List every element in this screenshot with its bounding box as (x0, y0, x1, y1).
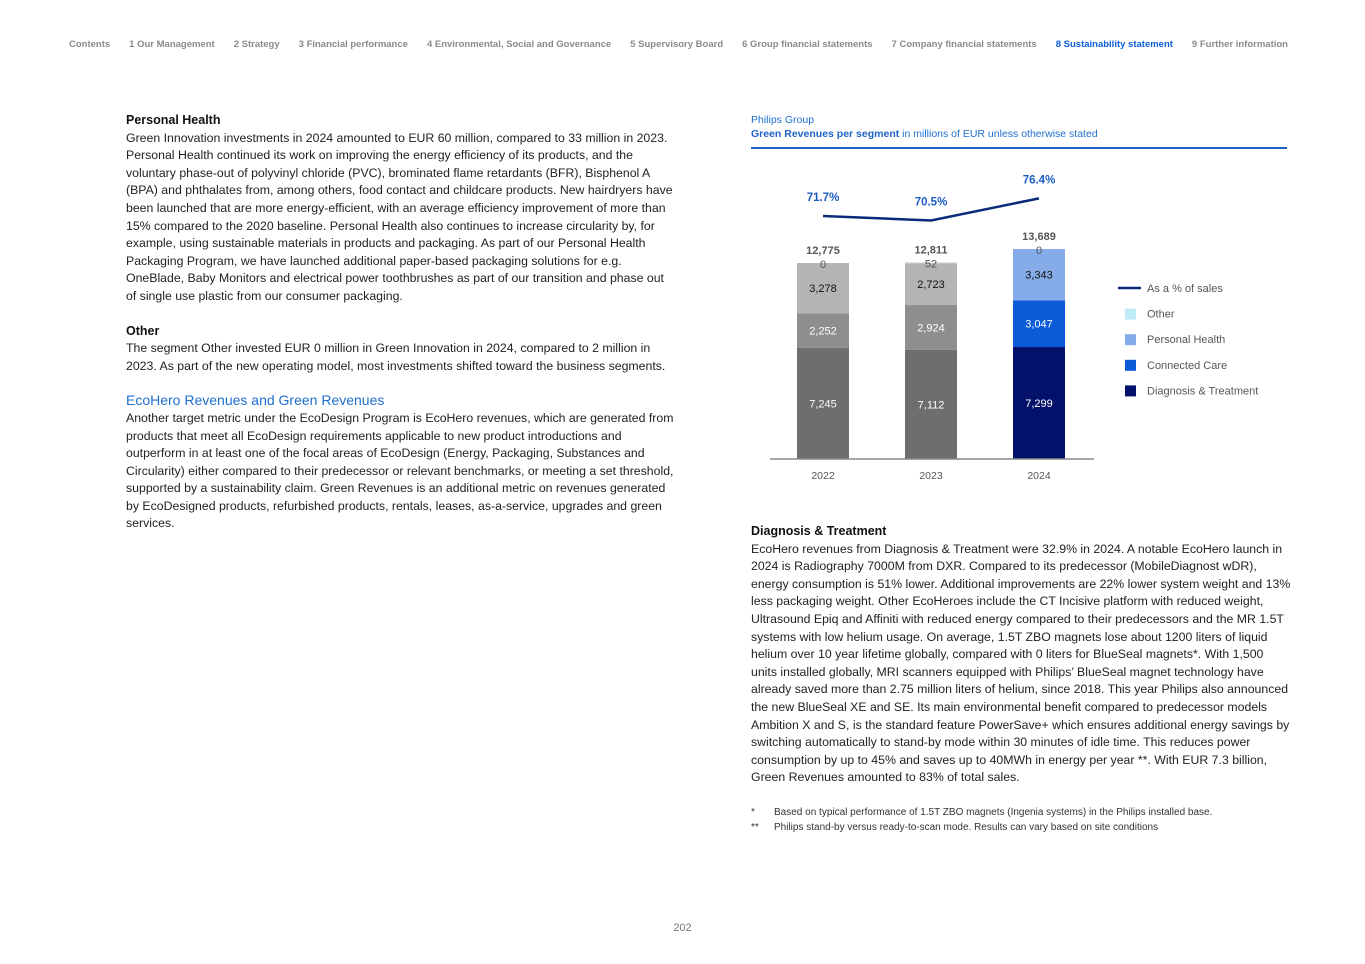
other-text: The segment Other invested EUR 0 million in Green Innovation in 2024, compared to 2 million in 2023. As part of the new operating model, most investments shifted toward the business segments. (126, 341, 666, 373)
x-tick-label: 2022 (811, 470, 835, 482)
footnote-text: Based on typical performance of 1.5T ZBO magnets (Ingenia systems) in the Philips installed base. (774, 807, 1213, 818)
data-label: 0 (1035, 245, 1043, 257)
chart-group: Philips Group (751, 114, 815, 126)
nav-item[interactable]: 1 Our Management (129, 39, 215, 50)
total-label: 12,811 (914, 244, 948, 257)
personal-health-heading: Personal Health (126, 113, 221, 127)
legend-swatch (1125, 385, 1136, 396)
diagnosis-treatment-heading: Diagnosis & Treatment (751, 524, 887, 538)
footnote (751, 805, 1212, 820)
nav-item[interactable]: 5 Supervisory Board (630, 39, 724, 50)
data-label: 2,924 (917, 322, 945, 335)
data-label: 7,245 (809, 398, 837, 411)
nav-item[interactable]: 8 Sustainability statement (1055, 39, 1173, 50)
total-label: 12,775 (806, 245, 840, 258)
footnotes (751, 805, 1212, 835)
data-label: 2,723 (917, 279, 945, 292)
ecohero-heading: EcoHero Revenues and Green Revenues (126, 392, 385, 409)
legend-label: As a % of sales (1147, 283, 1223, 295)
nav-item[interactable]: 2 Strategy (233, 39, 280, 50)
data-label: 3,278 (809, 283, 837, 296)
data-label: 0 (819, 259, 827, 272)
data-label: 3,343 (1025, 269, 1053, 282)
chart-title-bold: Green Revenues per segment (751, 128, 900, 140)
legend-label: Diagnosis & Treatment (1147, 385, 1259, 398)
footnote-mark: * (751, 807, 755, 818)
data-label: 3,047 (1025, 318, 1053, 331)
footnote-mark: ** (751, 822, 759, 833)
percent-label: 71.7% (806, 192, 840, 204)
nav-item[interactable]: 6 Group financial statements (742, 39, 873, 50)
nav-item[interactable]: 4 Environmental, Social and Governance (426, 39, 612, 50)
data-label: 52 (924, 258, 938, 271)
total-label: 13,689 (1022, 231, 1056, 243)
footnote-text: Philips stand-by versus ready-to-scan mode. Results can vary based on site conditions (774, 822, 1159, 833)
data-label: 7,112 (917, 399, 945, 412)
nav-item[interactable]: Contents (69, 39, 111, 50)
legend-swatch (1125, 309, 1136, 320)
legend-label: Other (1147, 308, 1175, 321)
x-tick-label: 2024 (1027, 470, 1051, 482)
legend-swatch (1125, 334, 1136, 345)
legend-swatch (1125, 360, 1136, 371)
page-number: 202 (673, 922, 692, 934)
footnote (751, 820, 1212, 835)
nav-item[interactable]: 7 Company financial statements (891, 39, 1037, 50)
percent-label: 70.5% (914, 196, 948, 209)
other-heading: Other (126, 323, 160, 338)
x-tick-label: 2023 (919, 470, 943, 482)
percent-label: 76.4% (1022, 174, 1056, 187)
diagnosis-treatment-text: EcoHero revenues from Diagnosis & Treatment were 32.9% in 2024. A notable EcoHero launch in 2024 is Radiography 7000M from DXR. Compared to its predecessor (MobileDiagnost wDR), energy consumption is 51% lower. Additional improvements are 22% lower system weight and 13% less packaging weight. Other EcoHeroes include the CT Incisive platform with reduced weight, Ultrasound Epiq and Affiniti with reduced energy compared to their predecessors and the MR 1.5T systems with low helium usage. On average, 1.5T ZBO magnets lose about 1200 liters of liquid helium over 10 year lifetime globally, compared with 0 liters for BlueSeal magnets*. With 1,500 units installed globally, MRI scanners equipped with Philips’ BlueSeal magnet technology have already saved more than 2.75 million liters of helium, since 2018. This year Philips also announced the new BlueSeal XE and SE. Its main environmental benefit compared to predecessor models Ambition X and S, is the standard feature PowerSave+ which ensures additional energy savings by switching automatically to stand-by mode within 30 minutes of idle time. This reduces power consumption by up to 45% and saves up to 40MWh in energy per year **. With EUR 7.3 billion, Green Revenues amounted to 83% of total sales. (751, 541, 1291, 785)
right-column (751, 523, 1291, 804)
chart-subtitle: in millions of EUR unless otherwise stated (899, 128, 1098, 140)
personal-health-text: Green Innovation investments in 2024 amounted to EUR 60 million, compared to 33 million in 2023. Personal Health continued its work on improving the energy efficiency of its products, and the voluntary phase-out of polyvinyl chloride (PVC), brominated flame retardants (BFR), Bisphenol A (BPA) and phthalates from, among others, food contact and childcare products. New hairdryers have been launched that are more energy-efficient, with an average efficiency improvement of more than 15% compared to the 2020 baseline. Personal Health also continues to increase circularity by, for example, using sustainable materials in products and packaging. As part of our Personal Health Packaging Program, we have launched additional paper-based packaging solutions for e.g. OneBlade, Baby Monitors and electrical power toothbrushes as part of our transition and phase out of single use plastic from our consumer packaging. (126, 130, 673, 303)
nav-item[interactable]: 9 Further information (1191, 39, 1288, 50)
ecohero-text: Another target metric under the EcoDesign Program is EcoHero revenues, which are generated from products that meet all EcoDesign requirements applicable to new product introductions and outperform in at least one of the focal areas of EcoDesign (Energy, Packaging, Substances and Circularity) either compared to their predecessor or relevant benchmarks, or meeting a set threshold, supported by a sustainability claim. Green Revenues is an additional metric on revenues generated by EcoDesigned products, refurbished products, rentals, leases, as-a-service, upgrades and green services. (126, 410, 674, 531)
legend-label: Connected Care (1147, 359, 1228, 372)
data-label: 7,299 (1025, 398, 1053, 411)
legend-label: Personal Health (1147, 334, 1226, 347)
nav-item[interactable]: 3 Financial performance (298, 39, 408, 50)
data-label: 2,252 (809, 325, 837, 338)
